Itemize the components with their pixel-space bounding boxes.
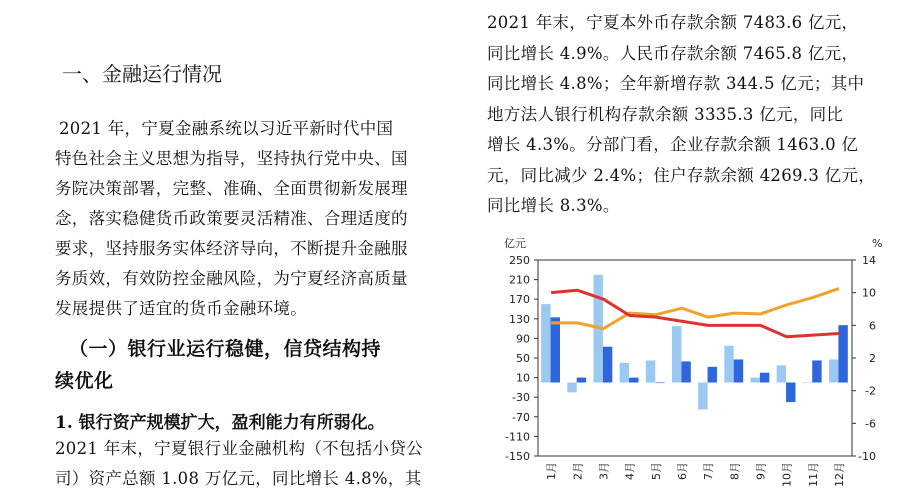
text-line: 同比增长 4.8%；全年新增存款 344.5 亿元；其中 bbox=[487, 74, 865, 93]
text-line: （一）银行业运行稳健，信贷结构持 bbox=[69, 338, 382, 360]
section-heading: 一、金融运行情况 bbox=[62, 62, 222, 86]
bar-dark bbox=[812, 360, 821, 382]
bar-light bbox=[541, 304, 550, 382]
deposit-chart bbox=[490, 232, 910, 494]
category-label: 1月 bbox=[545, 462, 559, 480]
category-label: 10月 bbox=[780, 462, 794, 487]
text-line: 同比增长 4.9%。人民币存款余额 7465.8 亿元， bbox=[487, 43, 859, 63]
text-line: 发展提供了适宜的货币金融环境。 bbox=[55, 299, 307, 318]
text-line: 2021 年末，宁夏银行业金融机构（不包括小贷公 bbox=[55, 439, 423, 458]
assets-paragraph bbox=[55, 434, 440, 494]
left-tick-label: 90 bbox=[516, 332, 530, 346]
left-tick-label: 130 bbox=[509, 312, 530, 326]
category-label: 12月 bbox=[832, 462, 846, 487]
bar-light bbox=[750, 378, 759, 383]
text-line: 务质效，有效防控金融风险，为宁夏经济高质量 bbox=[55, 269, 408, 288]
left-unit-label: 亿元 bbox=[504, 237, 526, 250]
right-unit-label: % bbox=[872, 237, 883, 250]
text-line: 元，同比减少 2.4%；住户存款余额 4269.3 亿元， bbox=[487, 165, 876, 185]
bar-light bbox=[698, 383, 707, 410]
bar-dark bbox=[786, 383, 795, 403]
category-label: 5月 bbox=[649, 462, 663, 480]
right-tick-label: 14 bbox=[862, 254, 876, 267]
left-tick-label: 210 bbox=[509, 273, 530, 287]
bar-dark bbox=[655, 383, 664, 384]
text-line: 司）资产总额 1.08 万亿元，同比增长 4.8%，其 bbox=[55, 469, 422, 488]
bar-dark bbox=[551, 317, 560, 382]
bar-light bbox=[620, 363, 629, 383]
bar-dark bbox=[681, 361, 690, 382]
text-line: 同比增长 8.3%。 bbox=[487, 196, 620, 215]
left-tick-label: -70 bbox=[512, 410, 530, 424]
text-line: 续优化 bbox=[55, 370, 114, 392]
bar-dark bbox=[838, 325, 847, 382]
left-tick-label: 50 bbox=[516, 352, 530, 365]
bar-dark bbox=[603, 347, 612, 383]
text-line: 务院决策部署，完整、准确、全面贯彻新发展理 bbox=[55, 179, 408, 198]
bar-dark bbox=[734, 359, 743, 382]
text-line: 2021 年末，宁夏本外币存款余额 7483.6 亿元， bbox=[487, 13, 859, 32]
left-tick-label: 170 bbox=[509, 293, 530, 307]
subsubsection-heading: 1. 银行资产规模扩大，盈利能力有所弱化。 bbox=[55, 413, 385, 433]
left-tick-label: 10 bbox=[516, 371, 530, 385]
right-tick-label: -6 bbox=[865, 417, 876, 431]
text-line: 2021 年，宁夏金融系统以习近平新时代中国 bbox=[59, 119, 394, 138]
left-tick-label: -150 bbox=[505, 450, 530, 463]
bar-light bbox=[724, 346, 733, 383]
subsection-heading bbox=[55, 333, 381, 397]
bar-light bbox=[777, 365, 786, 382]
left-tick-label: -110 bbox=[505, 430, 530, 444]
category-label: 4月 bbox=[623, 462, 637, 480]
bar-light bbox=[803, 383, 812, 384]
category-label: 6月 bbox=[675, 462, 689, 480]
bar-dark bbox=[577, 378, 586, 383]
category-label: 3月 bbox=[597, 462, 611, 480]
intro-paragraph bbox=[55, 114, 440, 324]
right-tick-label: -10 bbox=[858, 450, 876, 463]
bar-dark bbox=[708, 367, 717, 383]
category-label: 2月 bbox=[571, 462, 585, 480]
text-line: 地方法人银行机构存款余额 3335.3 亿元，同比 bbox=[487, 104, 844, 124]
right-tick-label: 6 bbox=[869, 319, 876, 333]
bar-dark bbox=[760, 373, 769, 383]
category-label: 9月 bbox=[754, 462, 768, 480]
text-line: 增长 4.3%。分部门看，企业存款余额 1463.0 亿 bbox=[487, 135, 859, 154]
bar-dark bbox=[629, 378, 638, 383]
bar-light bbox=[829, 359, 838, 382]
left-tick-label: -30 bbox=[512, 391, 530, 405]
text-line: 特色社会主义思想为指导，坚持执行党中央、国 bbox=[55, 149, 408, 168]
bar-light bbox=[672, 326, 681, 382]
category-label: 8月 bbox=[728, 462, 742, 480]
bar-light bbox=[567, 383, 576, 393]
deposits-paragraph bbox=[487, 8, 907, 222]
text-line: 要求，坚持服务实体经济导向，不断提升金融服 bbox=[55, 239, 408, 258]
category-label: 11月 bbox=[806, 462, 820, 487]
bar-light bbox=[646, 360, 655, 382]
category-label: 7月 bbox=[702, 462, 716, 480]
plot-frame bbox=[538, 260, 852, 456]
right-tick-label: 2 bbox=[869, 352, 876, 365]
left-tick-label: 250 bbox=[509, 254, 530, 267]
right-tick-label: 10 bbox=[862, 286, 876, 300]
text-line: 念，落实稳健货币政策要灵活精准、合理适度的 bbox=[55, 209, 408, 228]
right-tick-label: -2 bbox=[865, 384, 876, 398]
